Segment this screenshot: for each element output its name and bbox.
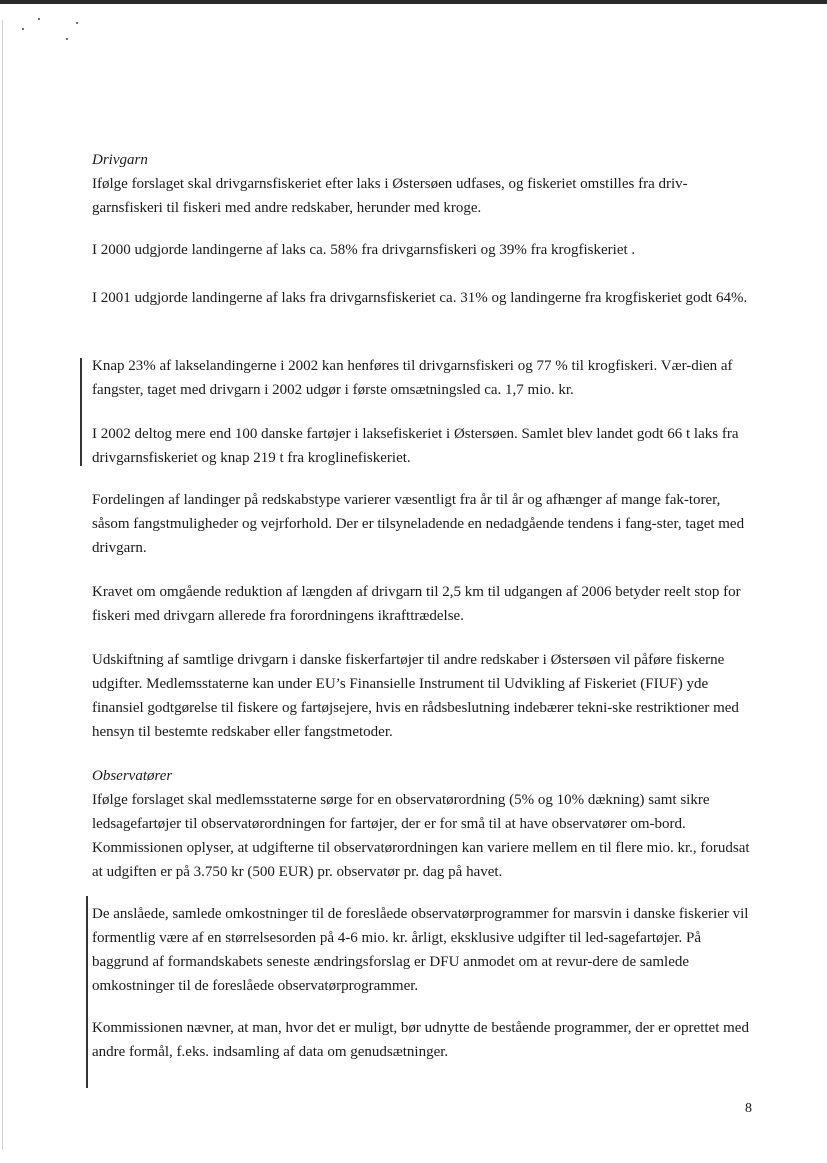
paragraph: Kravet om omgående reduktion af længden af drivgarn til 2,5 km til udgangen af 2006 betyder reelt stop for fiskeri med drivgarn allerede fra forordningens ikrafttrædelse. bbox=[92, 584, 741, 624]
paragraph: I 2001 udgjorde landingerne af laks fra drivgarnsfiskeriet ca. 31% og landingerne fra krogfiskeriet godt 64%. bbox=[92, 290, 748, 306]
scan-left-edge bbox=[2, 20, 3, 1150]
paragraph: I 2000 udgjorde landingerne af laks ca. 58% fra drivgarnsfiskeri og 39% fra krogfiskeriet . bbox=[92, 242, 636, 258]
paragraph: Fordelingen af landinger på redskabstype varierer væsentligt fra år til år og afhænger af mange fak-torer, såsom fangstmuligheder og vejrforhold. Der er tilsyneladende en nedadgående tendens i fang-ster, taget med drivgarn. bbox=[92, 492, 745, 556]
paragraph: Udskiftning af samtlige drivgarn i danske fiskerfartøjer til andre redskaber i Østersøen vil påføre fiskerne udgifter. Medlemsstaterne kan under EU’s Finansielle Instrument til Udvikling af Fiskeriet (FIUF) yde finansiel godtgørelse til fiskere og fartøjsejere, hvis en rådsbeslutning indebærer tekni-ske restriktioner med hensyn til bestemte redskaber eller fangstmetoder. bbox=[92, 652, 739, 740]
scan-speck bbox=[66, 38, 68, 40]
section-heading-drivgarn: Drivgarn bbox=[92, 152, 148, 168]
scan-speck bbox=[76, 22, 78, 24]
paragraph: I 2002 deltog mere end 100 danske fartøjer i laksefiskeriet i Østersøen. Samlet blev landet godt 66 t laks fra drivgarnsfiskeriet og knap 219 t fra kroglinefiskeriet. bbox=[92, 426, 739, 466]
paragraph: Kommissionen nævner, at man, hvor det er muligt, bør udnytte de bestående programmer, der er oprettet med andre formål, f.eks. indsamling af data om genudsætninger. bbox=[92, 1020, 749, 1060]
revision-margin-bar bbox=[80, 358, 82, 466]
paragraph: De anslåede, samlede omkostninger til de foreslåede observatørprogrammer for marsvin i danske fiskerier vil formentlig være af en størrelsesorden på 4-6 mio. kr. årligt, eksklusive udgifter til led-sagefartøjer. På baggrund af formandskabets seneste ændringsforslag er DFU anmodet om at revur-dere de samlede omkostninger til de foreslåede observatørprogrammer. bbox=[92, 906, 749, 994]
section-heading-observatorer: Observatører bbox=[92, 768, 173, 784]
paragraph: Ifølge forslaget skal medlemsstaterne sørge for en observatørordning (5% og 10% dækning) samt sikre ledsagefartøjer til observatørordningen for fartøjer, der er for små til at have observatører om-bord. Kommissionen oplyser, at udgifterne til observatørordningen kan variere mellem en til flere mio. kr., forudsat at udgiften er på 3.750 kr (500 EUR) pr. observatør pr. dag på havet. bbox=[92, 792, 750, 880]
scan-top-border bbox=[0, 0, 827, 4]
page-number: 8 bbox=[745, 1101, 752, 1116]
paragraph: Ifølge forslaget skal drivgarnsfiskeriet efter laks i Østersøen udfases, og fiskeriet omstilles fra driv-garnsfiskeri til fiskeri med andre redskaber, herunder med kroge. bbox=[92, 176, 688, 216]
revision-margin-bar bbox=[86, 896, 88, 1088]
scan-speck bbox=[38, 18, 40, 20]
paragraph: Knap 23% af lakselandingerne i 2002 kan henføres til drivgarnsfiskeri og 77 % til krogfiskeri. Vær-dien af fangster, taget med drivgarn i 2002 udgør i første omsætningsled ca. 1,7 mio. kr. bbox=[92, 358, 733, 398]
scan-speck bbox=[22, 28, 24, 30]
